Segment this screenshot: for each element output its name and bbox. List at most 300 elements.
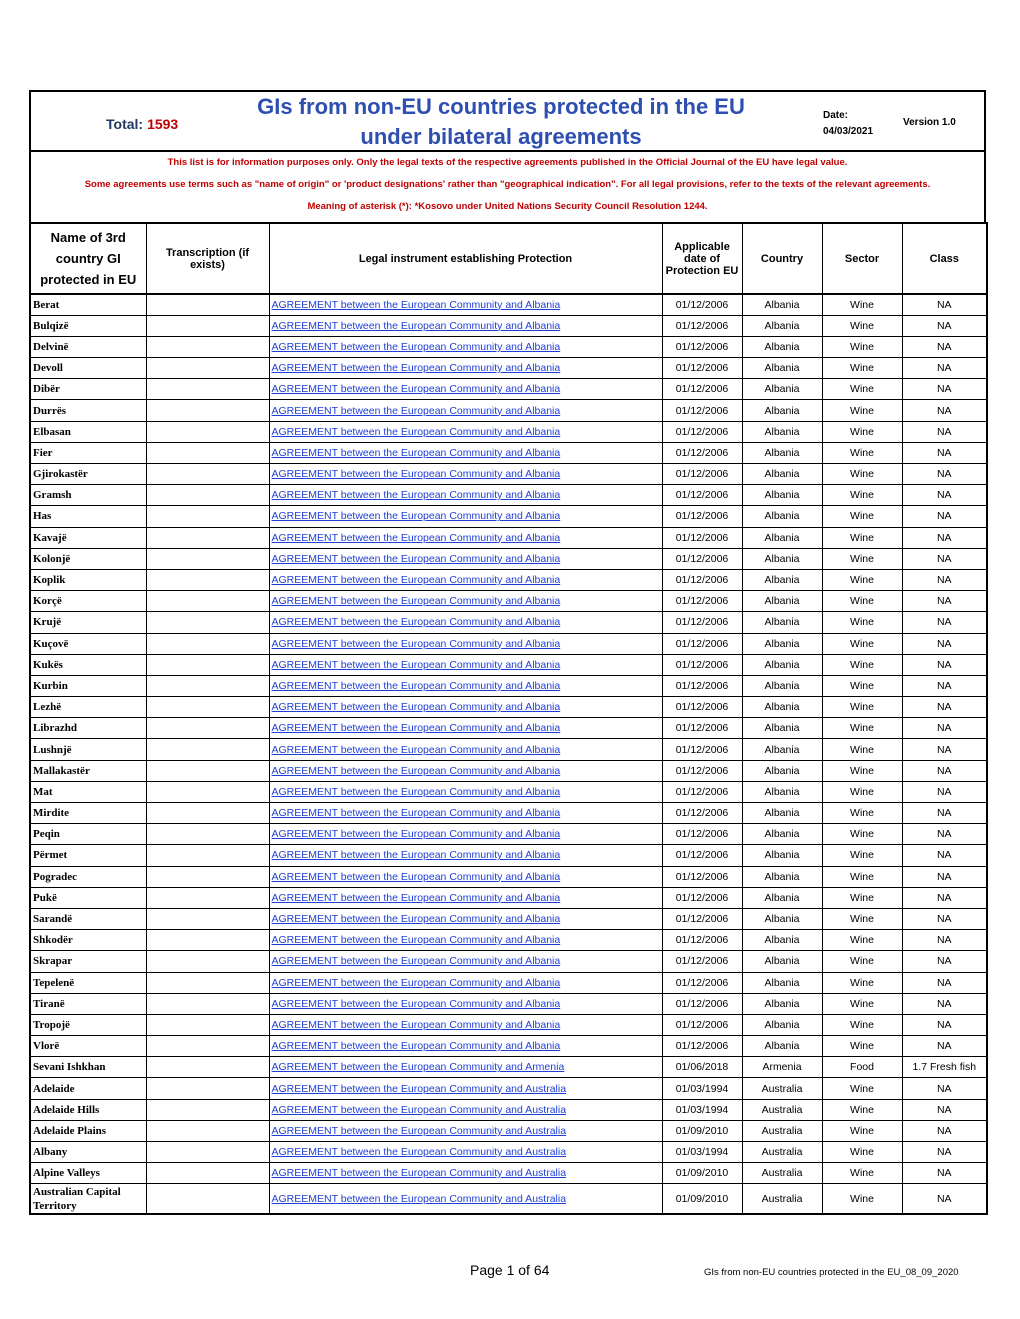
legal-instrument-link[interactable]: AGREEMENT between the European Community and Albania	[269, 887, 662, 908]
sector-cell: Wine	[822, 315, 902, 336]
class-cell: NA	[902, 697, 987, 718]
asterisk-note: Meaning of asterisk (*): *Kosovo under United Nations Security Council Resolution 1244.	[307, 201, 708, 212]
legal-instrument-link[interactable]: AGREEMENT between the European Community and Albania	[269, 993, 662, 1014]
transcription-cell	[146, 951, 269, 972]
gi-name-cell: Kukës	[30, 654, 146, 675]
transcription-cell	[146, 760, 269, 781]
table-row	[30, 654, 987, 675]
country-cell: Albania	[742, 930, 822, 951]
country-cell: Albania	[742, 569, 822, 590]
class-cell: NA	[902, 464, 987, 485]
gi-name-cell: Korçë	[30, 591, 146, 612]
transcription-cell	[146, 591, 269, 612]
table-row	[30, 1014, 987, 1035]
transcription-cell	[146, 421, 269, 442]
sector-cell: Wine	[822, 336, 902, 357]
sector-cell: Wine	[822, 612, 902, 633]
legal-instrument-link[interactable]: AGREEMENT between the European Community and Albania	[269, 845, 662, 866]
country-cell: Albania	[742, 421, 822, 442]
transcription-cell	[146, 803, 269, 824]
table-row	[30, 781, 987, 802]
transcription-cell	[146, 1078, 269, 1099]
protection-date-cell: 01/12/2006	[662, 1014, 742, 1035]
country-cell: Albania	[742, 379, 822, 400]
table-row	[30, 739, 987, 760]
sector-cell: Wine	[822, 464, 902, 485]
legal-instrument-link[interactable]: AGREEMENT between the European Community and Albania	[269, 442, 662, 463]
legal-instrument-link[interactable]: AGREEMENT between the European Community and Albania	[269, 506, 662, 527]
sector-cell: Wine	[822, 569, 902, 590]
legal-instrument-link[interactable]: AGREEMENT between the European Community and Albania	[269, 1014, 662, 1035]
country-cell: Australia	[742, 1163, 822, 1184]
version-label: Version 1.0	[903, 117, 956, 128]
protection-date-cell: 01/12/2006	[662, 506, 742, 527]
country-cell: Albania	[742, 697, 822, 718]
gi-name-cell: Kuçovë	[30, 633, 146, 654]
gi-name-cell: Gjirokastër	[30, 464, 146, 485]
table-row	[30, 569, 987, 590]
protection-date-cell: 01/12/2006	[662, 739, 742, 760]
sector-cell: Wine	[822, 993, 902, 1014]
gi-name-cell: Tropojë	[30, 1014, 146, 1035]
protection-date-cell: 01/12/2006	[662, 633, 742, 654]
sector-cell: Wine	[822, 1078, 902, 1099]
table-row	[30, 612, 987, 633]
transcription-cell	[146, 824, 269, 845]
sector-cell: Wine	[822, 781, 902, 802]
class-cell: NA	[902, 400, 987, 421]
class-cell: NA	[902, 930, 987, 951]
protection-date-cell: 01/09/2010	[662, 1184, 742, 1214]
table-row	[30, 845, 987, 866]
legal-instrument-link[interactable]: AGREEMENT between the European Community and Albania	[269, 1036, 662, 1057]
gi-name-cell: Peqin	[30, 824, 146, 845]
gi-name-cell: Adelaide	[30, 1078, 146, 1099]
sector-cell: Wine	[822, 718, 902, 739]
protection-date-cell: 01/12/2006	[662, 951, 742, 972]
gi-name-cell: Fier	[30, 442, 146, 463]
transcription-cell	[146, 866, 269, 887]
gi-name-cell: Pukë	[30, 887, 146, 908]
legal-instrument-link[interactable]: AGREEMENT between the European Community and Albania	[269, 760, 662, 781]
country-cell: Albania	[742, 845, 822, 866]
sector-cell: Wine	[822, 1036, 902, 1057]
country-cell: Albania	[742, 464, 822, 485]
transcription-cell	[146, 442, 269, 463]
protection-date-cell: 01/12/2006	[662, 654, 742, 675]
table-row	[30, 1142, 987, 1163]
class-cell: NA	[902, 315, 987, 336]
legal-instrument-link[interactable]: AGREEMENT between the European Community and Albania	[269, 908, 662, 929]
table-row	[30, 506, 987, 527]
sector-cell: Wine	[822, 1099, 902, 1120]
class-cell: NA	[902, 993, 987, 1014]
legal-instrument-link[interactable]: AGREEMENT between the European Community and Albania	[269, 612, 662, 633]
legal-instrument-link[interactable]: AGREEMENT between the European Community and Albania	[269, 315, 662, 336]
country-cell: Albania	[742, 972, 822, 993]
class-cell: NA	[902, 527, 987, 548]
sector-cell: Wine	[822, 675, 902, 696]
gi-name-cell: Albany	[30, 1142, 146, 1163]
table-header-row	[30, 223, 987, 294]
gi-name-cell: Berat	[30, 294, 146, 315]
sector-cell: Wine	[822, 697, 902, 718]
protection-date-cell: 01/12/2006	[662, 781, 742, 802]
footer-filename: GIs from non-EU countries protected in the EU_08_09_2020	[704, 1267, 959, 1278]
gi-name-cell: Mat	[30, 781, 146, 802]
country-cell: Australia	[742, 1099, 822, 1120]
sector-cell: Wine	[822, 972, 902, 993]
legal-instrument-link[interactable]: AGREEMENT between the European Community and Albania	[269, 803, 662, 824]
transcription-cell	[146, 697, 269, 718]
table-row	[30, 485, 987, 506]
protection-date-cell: 01/12/2006	[662, 824, 742, 845]
table-row	[30, 1036, 987, 1057]
class-cell: NA	[902, 972, 987, 993]
country-cell: Australia	[742, 1078, 822, 1099]
protection-date-cell: 01/12/2006	[662, 972, 742, 993]
legal-instrument-link[interactable]: AGREEMENT between the European Community and Albania	[269, 336, 662, 357]
protection-date-cell: 01/12/2006	[662, 464, 742, 485]
transcription-cell	[146, 1014, 269, 1035]
class-cell: NA	[902, 1036, 987, 1057]
legal-instrument-link[interactable]: AGREEMENT between the European Community and Armenia	[269, 1057, 662, 1078]
transcription-cell	[146, 675, 269, 696]
legal-instrument-link[interactable]: AGREEMENT between the European Community and Albania	[269, 697, 662, 718]
legal-instrument-link[interactable]: AGREEMENT between the European Community and Australia	[269, 1142, 662, 1163]
protection-date-cell: 01/12/2006	[662, 527, 742, 548]
table-row	[30, 548, 987, 569]
transcription-cell	[146, 506, 269, 527]
protection-date-cell: 01/12/2006	[662, 675, 742, 696]
legal-instrument-link[interactable]: AGREEMENT between the European Community and Albania	[269, 675, 662, 696]
protection-date-cell: 01/12/2006	[662, 718, 742, 739]
legal-instrument-link[interactable]: AGREEMENT between the European Community and Albania	[269, 569, 662, 590]
disclaimer-note: This list is for information purposes only. Only the legal texts of the respective agreements published in the Official Journal of the EU have legal value.	[167, 157, 848, 168]
country-cell: Albania	[742, 442, 822, 463]
transcription-cell	[146, 633, 269, 654]
table-row	[30, 633, 987, 654]
legal-instrument-link[interactable]: AGREEMENT between the European Community and Albania	[269, 527, 662, 548]
legal-instrument-link[interactable]: AGREEMENT between the European Community and Australia	[269, 1163, 662, 1184]
protection-date-cell: 01/12/2006	[662, 908, 742, 929]
protection-date-cell: 01/09/2010	[662, 1120, 742, 1141]
class-cell: NA	[902, 951, 987, 972]
gi-name-cell: Vlorë	[30, 1036, 146, 1057]
legal-instrument-link[interactable]: AGREEMENT between the European Community and Albania	[269, 866, 662, 887]
sector-cell: Wine	[822, 379, 902, 400]
legal-instrument-link[interactable]: AGREEMENT between the European Community and Albania	[269, 824, 662, 845]
date-value: 04/03/2021	[823, 126, 874, 137]
transcription-cell	[146, 908, 269, 929]
table-row	[30, 908, 987, 929]
sector-cell: Wine	[822, 930, 902, 951]
column-header-instrument: Legal instrument establishing Protection	[269, 223, 662, 294]
transcription-cell	[146, 294, 269, 315]
gi-name-cell: Sevani Ishkhan	[30, 1057, 146, 1078]
table-row	[30, 379, 987, 400]
gi-name-cell: Kurbin	[30, 675, 146, 696]
protection-date-cell: 01/12/2006	[662, 803, 742, 824]
table-row	[30, 527, 987, 548]
legal-instrument-link[interactable]: AGREEMENT between the European Community and Australia	[269, 1120, 662, 1141]
transcription-cell	[146, 1036, 269, 1057]
protection-date-cell: 01/12/2006	[662, 845, 742, 866]
legal-instrument-link[interactable]: AGREEMENT between the European Community and Albania	[269, 739, 662, 760]
transcription-cell	[146, 781, 269, 802]
legal-instrument-link[interactable]: AGREEMENT between the European Community and Albania	[269, 972, 662, 993]
transcription-cell	[146, 315, 269, 336]
country-cell: Albania	[742, 760, 822, 781]
gi-name-cell: Tepelenë	[30, 972, 146, 993]
legal-instrument-link[interactable]: AGREEMENT between the European Community and Albania	[269, 951, 662, 972]
sector-cell: Food	[822, 1057, 902, 1078]
legal-instrument-link[interactable]: AGREEMENT between the European Community and Albania	[269, 379, 662, 400]
transcription-cell	[146, 548, 269, 569]
table-row	[30, 464, 987, 485]
class-cell: NA	[902, 760, 987, 781]
protection-date-cell: 01/03/1994	[662, 1142, 742, 1163]
table-row	[30, 442, 987, 463]
class-cell: NA	[902, 824, 987, 845]
legal-instrument-link[interactable]: AGREEMENT between the European Community and Albania	[269, 654, 662, 675]
sector-cell: Wine	[822, 485, 902, 506]
protection-date-cell: 01/12/2006	[662, 421, 742, 442]
total-count: Total: 1593	[106, 116, 179, 132]
table-row	[30, 718, 987, 739]
protection-date-cell: 01/12/2006	[662, 697, 742, 718]
table-row	[30, 697, 987, 718]
class-cell: NA	[902, 633, 987, 654]
country-cell: Albania	[742, 527, 822, 548]
table-row	[30, 887, 987, 908]
transcription-cell	[146, 1142, 269, 1163]
sector-cell: Wine	[822, 887, 902, 908]
protection-date-cell: 01/12/2006	[662, 315, 742, 336]
document-header	[29, 90, 986, 152]
class-cell: NA	[902, 1099, 987, 1120]
gi-name-cell: Shkodër	[30, 930, 146, 951]
transcription-cell	[146, 845, 269, 866]
legal-instrument-link[interactable]: AGREEMENT between the European Community and Albania	[269, 633, 662, 654]
country-cell: Albania	[742, 294, 822, 315]
country-cell: Albania	[742, 908, 822, 929]
class-cell: NA	[902, 548, 987, 569]
gi-name-cell: Sarandë	[30, 908, 146, 929]
country-cell: Albania	[742, 675, 822, 696]
protection-date-cell: 01/12/2006	[662, 400, 742, 421]
gi-name-cell: Lushnjë	[30, 739, 146, 760]
protection-date-cell: 01/12/2006	[662, 569, 742, 590]
sector-cell: Wine	[822, 908, 902, 929]
legal-instrument-link[interactable]: AGREEMENT between the European Community and Australia	[269, 1078, 662, 1099]
legal-instrument-link[interactable]: AGREEMENT between the European Community and Albania	[269, 718, 662, 739]
protection-date-cell: 01/12/2006	[662, 866, 742, 887]
country-cell: Albania	[742, 633, 822, 654]
class-cell: NA	[902, 845, 987, 866]
gi-name-cell: Koplik	[30, 569, 146, 590]
country-cell: Albania	[742, 1036, 822, 1057]
protection-date-cell: 01/09/2010	[662, 1163, 742, 1184]
country-cell: Albania	[742, 336, 822, 357]
transcription-cell	[146, 379, 269, 400]
table-row	[30, 315, 987, 336]
gi-name-cell: Adelaide Hills	[30, 1099, 146, 1120]
transcription-cell	[146, 1099, 269, 1120]
table-row	[30, 294, 987, 315]
country-cell: Australia	[742, 1120, 822, 1141]
transcription-cell	[146, 930, 269, 951]
country-cell: Albania	[742, 993, 822, 1014]
class-cell: NA	[902, 569, 987, 590]
sector-cell: Wine	[822, 845, 902, 866]
table-row	[30, 803, 987, 824]
class-cell: NA	[902, 612, 987, 633]
sector-cell: Wine	[822, 1014, 902, 1035]
country-cell: Australia	[742, 1142, 822, 1163]
class-cell: NA	[902, 1078, 987, 1099]
gi-name-cell: Kolonjë	[30, 548, 146, 569]
transcription-cell	[146, 1057, 269, 1078]
country-cell: Albania	[742, 315, 822, 336]
class-cell: NA	[902, 506, 987, 527]
protection-date-cell: 01/12/2006	[662, 1036, 742, 1057]
transcription-cell	[146, 485, 269, 506]
gi-name-cell: Has	[30, 506, 146, 527]
gi-name-cell: Bulqizë	[30, 315, 146, 336]
class-cell: NA	[902, 1014, 987, 1035]
legal-instrument-link[interactable]: AGREEMENT between the European Community and Albania	[269, 930, 662, 951]
country-cell: Albania	[742, 591, 822, 612]
table-row	[30, 336, 987, 357]
sector-cell: Wine	[822, 1120, 902, 1141]
gi-name-cell: Pogradec	[30, 866, 146, 887]
legal-instrument-link[interactable]: AGREEMENT between the European Community and Albania	[269, 400, 662, 421]
class-cell: NA	[902, 421, 987, 442]
sector-cell: Wine	[822, 866, 902, 887]
gi-name-cell: Delvinë	[30, 336, 146, 357]
protection-date-cell: 01/12/2006	[662, 379, 742, 400]
gi-table	[29, 222, 988, 1215]
country-cell: Albania	[742, 506, 822, 527]
gi-name-cell: Dibër	[30, 379, 146, 400]
sector-cell: Wine	[822, 400, 902, 421]
column-header-country: Country	[742, 223, 822, 294]
protection-date-cell: 01/12/2006	[662, 336, 742, 357]
legal-instrument-link[interactable]: AGREEMENT between the European Community and Albania	[269, 485, 662, 506]
class-cell: NA	[902, 591, 987, 612]
legal-instrument-link[interactable]: AGREEMENT between the European Community and Albania	[269, 464, 662, 485]
legal-instrument-link[interactable]: AGREEMENT between the European Community and Albania	[269, 294, 662, 315]
protection-date-cell: 01/12/2006	[662, 612, 742, 633]
sector-cell: Wine	[822, 760, 902, 781]
gi-name-cell: Tiranë	[30, 993, 146, 1014]
gi-name-cell: Australian Capital Territory	[30, 1184, 146, 1214]
protection-date-cell: 01/12/2006	[662, 993, 742, 1014]
legal-instrument-link[interactable]: AGREEMENT between the European Community and Australia	[269, 1184, 662, 1214]
class-cell: NA	[902, 358, 987, 379]
document-title-line2: under bilateral agreements	[360, 124, 642, 149]
country-cell: Albania	[742, 485, 822, 506]
gi-name-cell: Gramsh	[30, 485, 146, 506]
class-cell: NA	[902, 887, 987, 908]
country-cell: Albania	[742, 358, 822, 379]
country-cell: Albania	[742, 1014, 822, 1035]
table-row	[30, 591, 987, 612]
transcription-cell	[146, 654, 269, 675]
table-row	[30, 824, 987, 845]
sector-cell: Wine	[822, 442, 902, 463]
legal-instrument-link[interactable]: AGREEMENT between the European Community and Albania	[269, 781, 662, 802]
sector-cell: Wine	[822, 421, 902, 442]
protection-date-cell: 01/12/2006	[662, 760, 742, 781]
transcription-cell	[146, 1184, 269, 1214]
transcription-cell	[146, 718, 269, 739]
legal-instrument-link[interactable]: AGREEMENT between the European Community and Albania	[269, 591, 662, 612]
table-row	[30, 1120, 987, 1141]
legal-instrument-link[interactable]: AGREEMENT between the European Community and Australia	[269, 1099, 662, 1120]
transcription-cell	[146, 336, 269, 357]
sector-cell: Wine	[822, 548, 902, 569]
legal-instrument-link[interactable]: AGREEMENT between the European Community and Albania	[269, 548, 662, 569]
document-title-line1: GIs from non-EU countries protected in the EU	[257, 94, 745, 119]
column-header-sector: Sector	[822, 223, 902, 294]
protection-date-cell: 01/12/2006	[662, 887, 742, 908]
country-cell: Australia	[742, 1184, 822, 1214]
table-row	[30, 358, 987, 379]
gi-name-cell: Lezhë	[30, 697, 146, 718]
legal-instrument-link[interactable]: AGREEMENT between the European Community and Albania	[269, 358, 662, 379]
protection-date-cell: 01/12/2006	[662, 930, 742, 951]
table-row	[30, 1078, 987, 1099]
class-cell: NA	[902, 294, 987, 315]
protection-date-cell: 01/03/1994	[662, 1099, 742, 1120]
table-row	[30, 675, 987, 696]
class-cell: NA	[902, 1184, 987, 1214]
legal-instrument-link[interactable]: AGREEMENT between the European Community and Albania	[269, 421, 662, 442]
class-cell: NA	[902, 739, 987, 760]
class-cell: NA	[902, 654, 987, 675]
country-cell: Albania	[742, 654, 822, 675]
country-cell: Albania	[742, 951, 822, 972]
date-label: Date:	[823, 110, 849, 121]
class-cell: NA	[902, 1163, 987, 1184]
protection-date-cell: 01/12/2006	[662, 591, 742, 612]
transcription-cell	[146, 972, 269, 993]
transcription-cell	[146, 993, 269, 1014]
transcription-cell	[146, 527, 269, 548]
sector-cell: Wine	[822, 1163, 902, 1184]
sector-cell: Wine	[822, 739, 902, 760]
table-row	[30, 1163, 987, 1184]
column-header-class: Class	[902, 223, 987, 294]
sector-cell: Wine	[822, 358, 902, 379]
column-header-transcription: Transcription (if exists)	[146, 223, 269, 294]
class-cell: NA	[902, 1120, 987, 1141]
protection-date-cell: 01/12/2006	[662, 442, 742, 463]
sector-cell: Wine	[822, 294, 902, 315]
transcription-cell	[146, 612, 269, 633]
sector-cell: Wine	[822, 1142, 902, 1163]
document-sheet	[29, 90, 986, 1215]
transcription-cell	[146, 358, 269, 379]
class-cell: NA	[902, 803, 987, 824]
transcription-cell	[146, 887, 269, 908]
page-number: Page 1 of 64	[470, 1262, 550, 1278]
class-cell: NA	[902, 866, 987, 887]
transcription-cell	[146, 464, 269, 485]
country-cell: Albania	[742, 739, 822, 760]
